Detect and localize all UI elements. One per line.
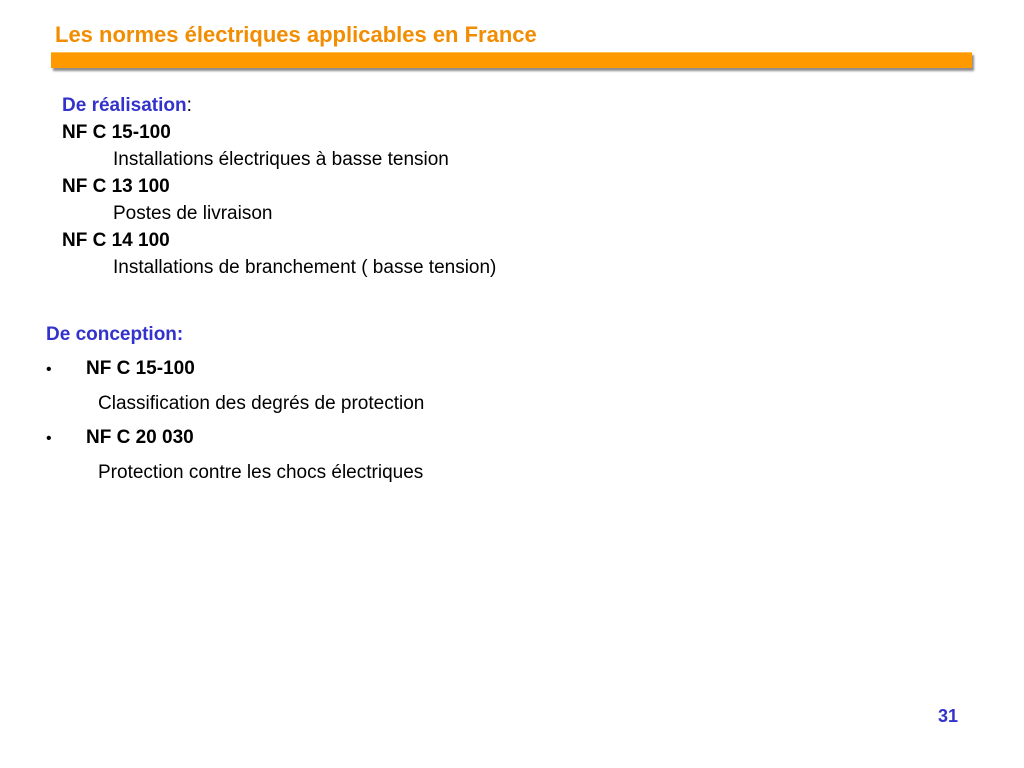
bullet-icon: • xyxy=(46,430,52,447)
realisation-label: De réalisation xyxy=(62,95,187,116)
norm-description: Installations électriques à basse tension xyxy=(113,149,449,170)
realisation-heading xyxy=(62,92,496,119)
norm-code: NF C 15-100 xyxy=(62,122,171,143)
norm-code: NF C 14 100 xyxy=(62,230,170,251)
bullet-icon: • xyxy=(46,361,52,378)
norm-code: NF C 20 030 xyxy=(86,427,194,448)
norm-description: Protection contre les chocs électriques xyxy=(98,462,424,483)
slide-title: Les normes électriques applicables en France xyxy=(55,22,537,47)
norm-description: Postes de livraison xyxy=(113,203,273,224)
list-item xyxy=(46,352,424,387)
conception-section xyxy=(46,318,424,490)
title-underline-bar xyxy=(51,52,972,68)
conception-label: De conception: xyxy=(46,324,184,345)
norm-code: NF C 13 100 xyxy=(62,176,170,197)
realisation-colon: : xyxy=(186,95,192,116)
list-item xyxy=(46,421,424,456)
norm-description: Classification des degrés de protection xyxy=(98,393,425,414)
page-number: 31 xyxy=(938,706,959,726)
realisation-section xyxy=(62,92,496,281)
norm-code: NF C 15-100 xyxy=(86,358,195,379)
norm-description: Installations de branchement ( basse tension) xyxy=(113,257,497,278)
